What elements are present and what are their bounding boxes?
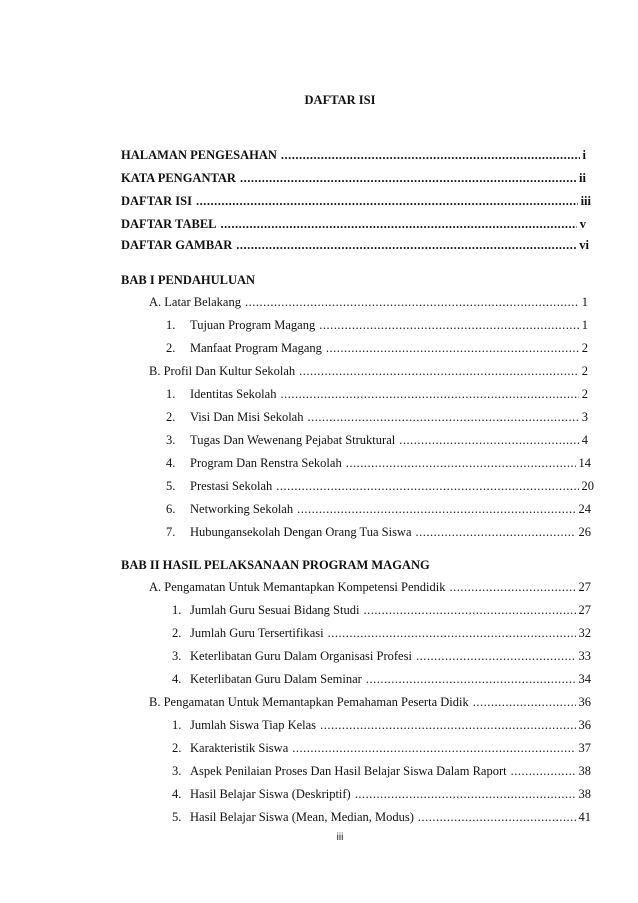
toc-item-number: 4.: [166, 456, 176, 470]
toc-section-page: 27: [578, 580, 591, 594]
toc-leader: [416, 523, 576, 541]
toc-subsection: [172, 808, 591, 826]
toc-subsection: [166, 523, 591, 541]
toc-entry: [121, 236, 589, 254]
toc-item-page: 34: [578, 672, 591, 686]
toc-section-page: 2: [581, 364, 588, 378]
toc-leader: [307, 408, 578, 426]
toc-leader: [511, 762, 576, 780]
toc-item-number: 3.: [172, 764, 182, 778]
toc-item-label: Keterlibatan Guru Dalam Seminar: [190, 672, 362, 686]
toc-entry: [121, 192, 591, 210]
toc-subsection: [172, 785, 591, 803]
toc-leader: [292, 739, 575, 757]
toc-item-page: 2: [581, 341, 588, 355]
toc-item-number: 1.: [172, 603, 182, 617]
toc-entry: [121, 215, 586, 233]
toc-leader: [346, 454, 576, 472]
toc-item-number: 1.: [172, 718, 182, 732]
page-number: iii: [336, 832, 344, 843]
toc-entry-page: iii: [580, 194, 591, 208]
page-title: DAFTAR ISI: [304, 93, 376, 107]
toc-subsection: [166, 316, 588, 334]
toc-subsection: [166, 408, 588, 426]
toc-subsection: [166, 500, 591, 518]
toc-item-label: Hasil Belajar Siswa (Mean, Median, Modus): [190, 810, 414, 824]
toc-entry-label: DAFTAR ISI: [121, 194, 192, 208]
toc-item-number: 1.: [166, 318, 176, 332]
toc-entry-page: ii: [579, 171, 586, 185]
toc-item-label: Identitas Sekolah: [190, 387, 277, 401]
toc-leader: [326, 339, 579, 357]
chapter-heading: BAB I PENDAHULUAN: [121, 273, 256, 287]
toc-item-page: 4: [581, 433, 588, 447]
toc-leader: [221, 215, 577, 233]
toc-entry-label: DAFTAR TABEL: [121, 217, 217, 231]
toc-item-label: Program Dan Renstra Sekolah: [190, 456, 342, 470]
toc-item-page: 41: [578, 810, 591, 824]
toc-leader: [449, 578, 575, 596]
toc-leader: [280, 385, 578, 403]
toc-item-page: 2: [581, 387, 588, 401]
toc-subsection: [172, 601, 591, 619]
toc-item-label: Networking Sekolah: [190, 502, 294, 516]
toc-leader: [363, 601, 575, 619]
toc-leader: [399, 431, 579, 449]
toc-entry-page: v: [579, 217, 586, 231]
toc-subsection: [166, 385, 588, 403]
toc-item-page: 20: [581, 479, 594, 493]
toc-section: [149, 362, 588, 380]
toc-item-label: Manfaat Program Magang: [190, 341, 322, 355]
toc-leader: [236, 236, 576, 254]
toc-item-label: Aspek Penilaian Proses Dan Hasil Belajar Siswa Dalam Raport: [190, 764, 507, 778]
toc-leader: [416, 647, 576, 665]
toc-leader: [366, 670, 576, 688]
toc-item-number: 4.: [172, 672, 182, 686]
toc-item-label: Prestasi Sekolah: [190, 479, 273, 493]
toc-item-page: 38: [578, 787, 591, 801]
toc-section-page: 1: [581, 295, 588, 309]
toc-entry-label: DAFTAR GAMBAR: [121, 238, 233, 252]
toc-item-page: 3: [581, 410, 588, 424]
toc-entry: [121, 146, 586, 164]
toc-item-page: 33: [578, 649, 591, 663]
toc-item-page: 32: [578, 626, 591, 640]
toc-subsection: [166, 454, 591, 472]
toc-item-label: Tugas Dan Wewenang Pejabat Struktural: [190, 433, 396, 447]
chapter-heading: BAB II HASIL PELAKSANAAN PROGRAM MAGANG: [121, 558, 430, 572]
toc-subsection: [172, 647, 591, 665]
toc-item-number: 7.: [166, 525, 176, 539]
toc-item-number: 2.: [166, 410, 176, 424]
toc-item-number: 3.: [166, 433, 176, 447]
toc-item-label: Jumlah Guru Tersertifikasi: [190, 626, 324, 640]
toc-section-label: B. Profil Dan Kultur Sekolah: [149, 364, 296, 378]
toc-subsection: [172, 670, 591, 688]
toc-item-label: Jumlah Siswa Tiap Kelas: [190, 718, 317, 732]
toc-item-label: Hubungansekolah Dengan Orang Tua Siswa: [190, 525, 412, 539]
toc-item-number: 2.: [172, 741, 182, 755]
toc-item-page: 38: [578, 764, 591, 778]
toc-item-number: 3.: [172, 649, 182, 663]
toc-item-number: 6.: [166, 502, 176, 516]
toc-section-label: A. Pengamatan Untuk Memantapkan Kompetensi Pendidik: [149, 580, 446, 594]
toc-subsection: [172, 716, 591, 734]
toc-item-number: 5.: [166, 479, 176, 493]
toc-subsection: [166, 477, 594, 495]
toc-section: [149, 578, 591, 596]
toc-leader: [245, 293, 579, 311]
toc-item-label: Hasil Belajar Siswa (Deskriptif): [190, 787, 351, 801]
toc-leader: [328, 624, 576, 642]
toc-item-number: 2.: [172, 626, 182, 640]
toc-entry-page: i: [582, 148, 586, 162]
toc-item-page: 37: [578, 741, 591, 755]
toc-item-label: Tujuan Program Magang: [190, 318, 316, 332]
toc-item-number: 1.: [166, 387, 176, 401]
toc-leader: [276, 477, 578, 495]
toc-item-label: Jumlah Guru Sesuai Bidang Studi: [190, 603, 360, 617]
toc-subsection: [172, 762, 591, 780]
toc-subsection: [166, 431, 588, 449]
toc-section: [149, 293, 588, 311]
toc-section-label: A. Latar Belakang: [149, 295, 241, 309]
toc-leader: [418, 808, 576, 826]
toc-entry-label: KATA PENGANTAR: [121, 171, 236, 185]
toc-section: [149, 693, 591, 711]
toc-item-page: 14: [578, 456, 591, 470]
toc-item-page: 26: [578, 525, 591, 539]
toc-item-number: 4.: [172, 787, 182, 801]
toc-subsection: [172, 739, 591, 757]
toc-leader: [473, 693, 576, 711]
toc-section-page: 36: [578, 695, 591, 709]
toc-item-number: 2.: [166, 341, 176, 355]
toc-leader: [299, 362, 579, 380]
toc-item-label: Keterlibatan Guru Dalam Organisasi Profesi: [190, 649, 412, 663]
toc-entry: [121, 169, 586, 187]
toc-item-page: 36: [578, 718, 591, 732]
toc-leader: [319, 316, 579, 334]
toc-leader: [355, 785, 576, 803]
toc-entry-label: HALAMAN PENGESAHAN: [121, 148, 277, 162]
toc-subsection: [172, 624, 591, 642]
toc-leader: [240, 169, 576, 187]
toc-item-page: 27: [578, 603, 591, 617]
toc-leader: [281, 146, 580, 164]
toc-item-label: Karakteristik Siswa: [190, 741, 289, 755]
toc-leader: [320, 716, 575, 734]
toc-item-label: Visi Dan Misi Sekolah: [190, 410, 304, 424]
toc-entry-page: vi: [579, 238, 589, 252]
toc-subsection: [166, 339, 588, 357]
toc-item-number: 5.: [172, 810, 182, 824]
toc-item-page: 1: [581, 318, 588, 332]
toc-leader: [297, 500, 575, 518]
toc-leader: [196, 192, 578, 210]
toc-item-page: 24: [578, 502, 591, 516]
toc-section-label: B. Pengamatan Untuk Memantapkan Pemahaman Peserta Didik: [149, 695, 469, 709]
